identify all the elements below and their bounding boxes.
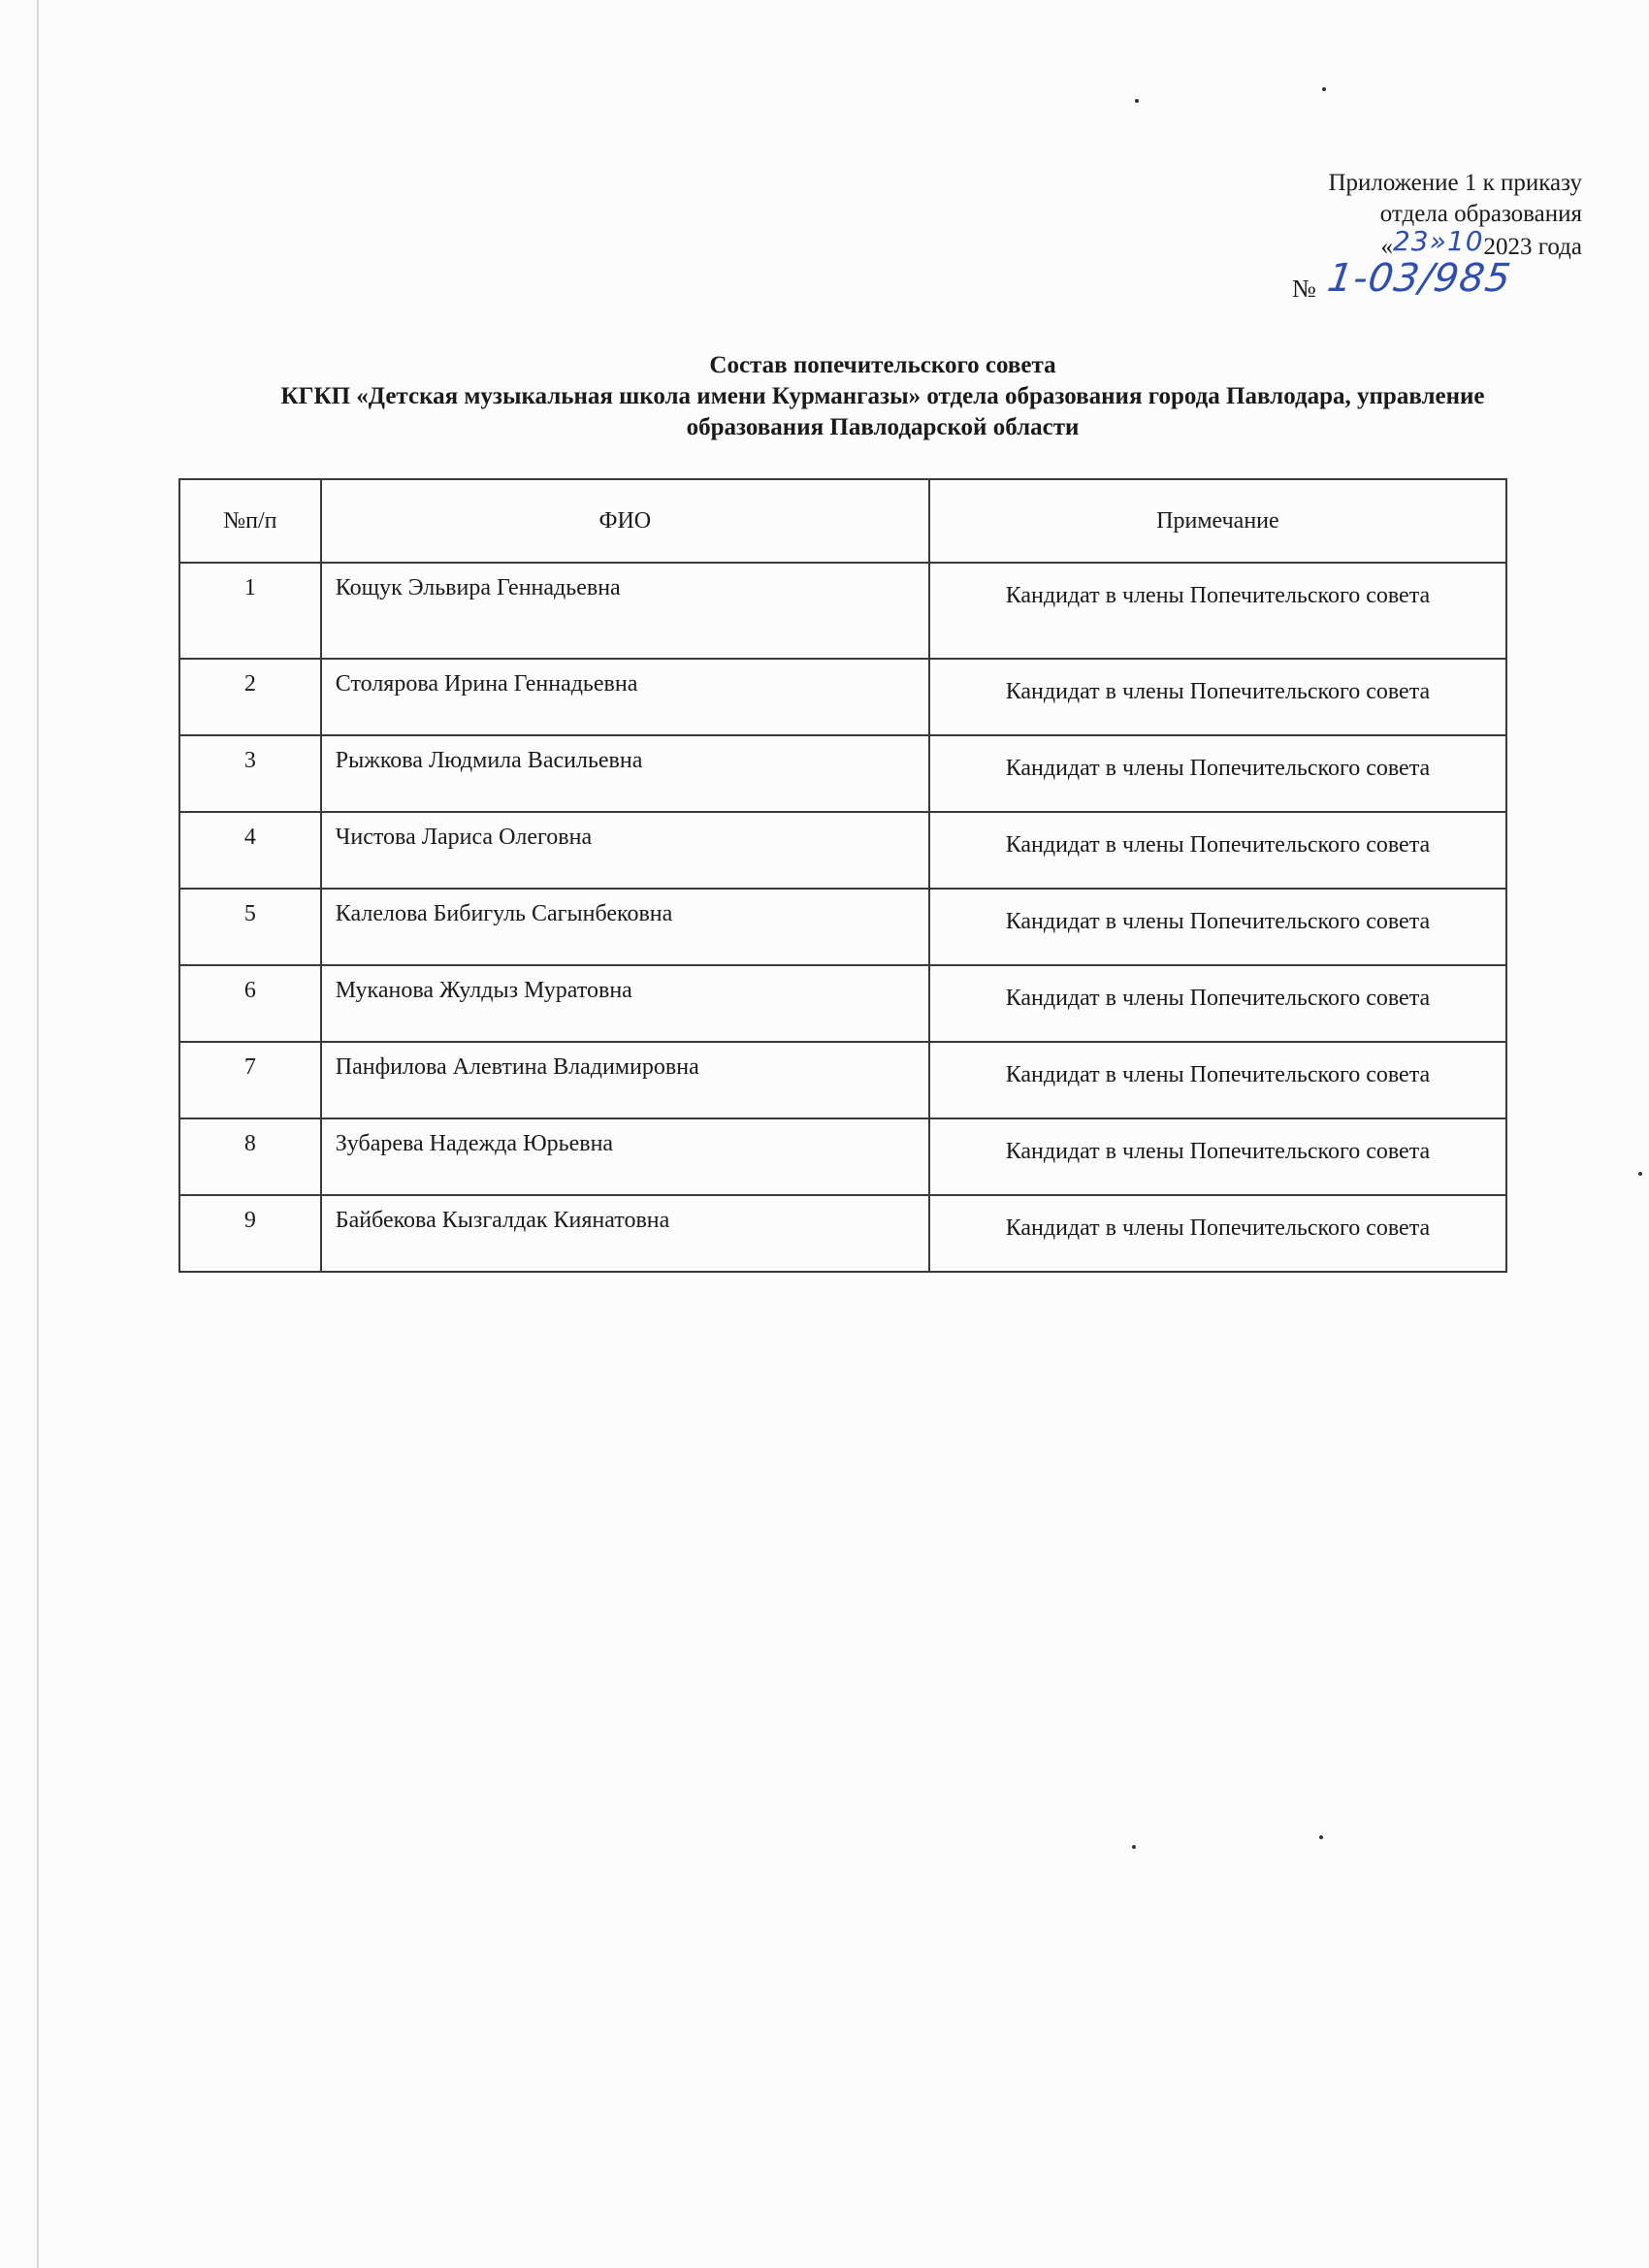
row-number: 3 bbox=[179, 735, 321, 812]
table-row bbox=[179, 563, 1506, 659]
table-row bbox=[179, 659, 1506, 735]
row-number: 8 bbox=[179, 1118, 321, 1195]
row-name: Панфилова Алевтина Владимировна bbox=[321, 1042, 929, 1118]
scan-speck bbox=[1322, 87, 1326, 91]
row-number: 1 bbox=[179, 563, 321, 659]
row-number: 4 bbox=[179, 812, 321, 889]
scan-speck bbox=[1319, 1835, 1323, 1839]
row-number: 5 bbox=[179, 889, 321, 965]
table-row bbox=[179, 965, 1506, 1042]
table-row bbox=[179, 812, 1506, 889]
row-note: Кандидат в члены Попечительского совета bbox=[929, 1195, 1506, 1272]
appendix-reference bbox=[1328, 168, 1582, 263]
row-note: Кандидат в члены Попечительского совета bbox=[929, 735, 1506, 812]
title-line-3: образования Павлодарской области bbox=[686, 414, 1080, 440]
row-note: Кандидат в члены Попечительского совета bbox=[929, 659, 1506, 735]
row-note: Кандидат в члены Попечительского совета bbox=[929, 563, 1506, 659]
row-note: Кандидат в члены Попечительского совета bbox=[929, 1042, 1506, 1118]
date-open-quote: « bbox=[1380, 234, 1393, 260]
appendix-line-2: отдела образования bbox=[1379, 201, 1582, 227]
scan-speck bbox=[1638, 1172, 1642, 1176]
table-header-row bbox=[179, 479, 1506, 563]
handwritten-order-number: 1-03/985 bbox=[1325, 256, 1515, 301]
row-name: Калелова Бибигуль Сагынбековна bbox=[321, 889, 929, 965]
scan-speck bbox=[1132, 1845, 1136, 1849]
row-note: Кандидат в члены Попечительского совета bbox=[929, 965, 1506, 1042]
row-name: Байбекова Кызгалдак Киянатовна bbox=[321, 1195, 929, 1272]
row-name: Рыжкова Людмила Васильевна bbox=[321, 735, 929, 812]
row-name: Столярова Ирина Геннадьевна bbox=[321, 659, 929, 735]
scan-page-edge bbox=[37, 0, 39, 2268]
row-name: Муканова Жулдыз Муратовна bbox=[321, 965, 929, 1042]
table-row bbox=[179, 735, 1506, 812]
header-number: №п/п bbox=[179, 479, 321, 563]
row-number: 7 bbox=[179, 1042, 321, 1118]
row-name: Кощук Эльвира Геннадьевна bbox=[321, 563, 929, 659]
row-number: 2 bbox=[179, 659, 321, 735]
document-title bbox=[184, 350, 1581, 443]
handwritten-date: 23»10 bbox=[1392, 225, 1484, 257]
row-note: Кандидат в члены Попечительского совета bbox=[929, 889, 1506, 965]
row-note: Кандидат в члены Попечительского совета bbox=[929, 812, 1506, 889]
header-name: ФИО bbox=[321, 479, 929, 563]
board-members-table bbox=[178, 478, 1507, 1273]
scan-speck bbox=[1135, 99, 1139, 103]
row-note: Кандидат в члены Попечительского совета bbox=[929, 1118, 1506, 1195]
order-number-label: № bbox=[1292, 275, 1316, 303]
order-number-line bbox=[1292, 256, 1515, 307]
date-year: 2023 года bbox=[1483, 234, 1582, 260]
table-row bbox=[179, 1118, 1506, 1195]
title-line-2: КГКП «Детская музыкальная школа имени Курмангазы» отдела образования города Павлодара, управление bbox=[280, 383, 1485, 409]
table-row bbox=[179, 889, 1506, 965]
row-name: Чистова Лариса Олеговна bbox=[321, 812, 929, 889]
row-number: 6 bbox=[179, 965, 321, 1042]
row-number: 9 bbox=[179, 1195, 321, 1272]
row-name: Зубарева Надежда Юрьевна bbox=[321, 1118, 929, 1195]
table-row bbox=[179, 1042, 1506, 1118]
header-note: Примечание bbox=[929, 479, 1506, 563]
title-line-1: Состав попечительского совета bbox=[709, 352, 1056, 378]
appendix-line-1: Приложение 1 к приказу bbox=[1328, 170, 1582, 196]
table-row bbox=[179, 1195, 1506, 1272]
